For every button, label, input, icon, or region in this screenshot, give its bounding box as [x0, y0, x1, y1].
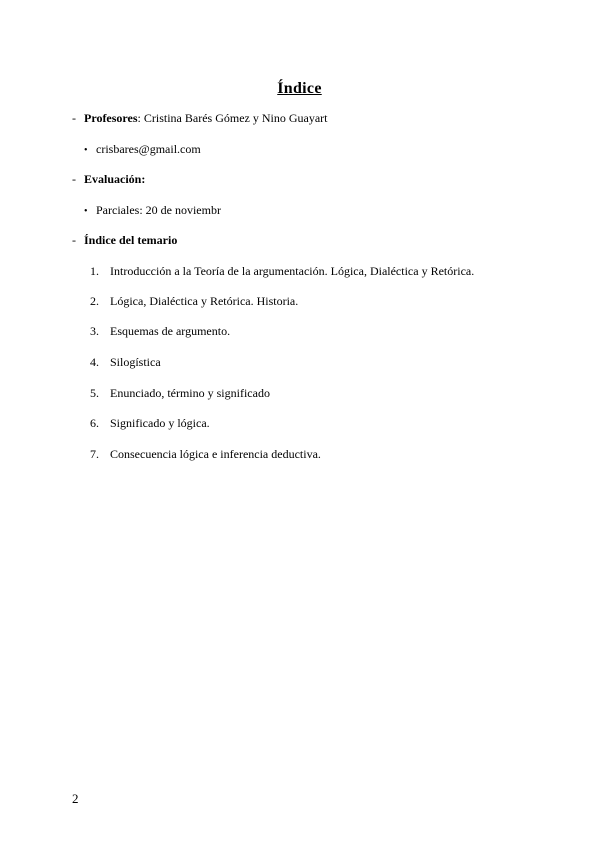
temario-item	[90, 447, 321, 461]
item-text: Significado y lógica.	[110, 416, 210, 430]
evaluacion-line	[72, 172, 145, 186]
temario-line	[72, 233, 177, 247]
temario-item	[90, 416, 210, 430]
temario-item	[90, 264, 474, 278]
item-number: 2.	[90, 294, 99, 308]
item-number: 7.	[90, 447, 99, 461]
dash-marker: -	[72, 111, 76, 125]
item-number: 3.	[90, 324, 99, 338]
email-text: crisbares@gmail.com	[96, 142, 201, 156]
item-text: Silogística	[110, 355, 161, 369]
evaluacion-parciales-item	[84, 203, 221, 219]
evaluacion-label: Evaluación:	[84, 172, 146, 186]
profesores-line	[72, 111, 328, 125]
item-number: 1.	[90, 264, 99, 278]
dash-marker: -	[72, 172, 76, 186]
dash-marker: -	[72, 233, 76, 247]
temario-item	[90, 355, 161, 369]
item-text: Esquemas de argumento.	[110, 324, 231, 338]
item-number: 5.	[90, 386, 99, 400]
item-text: Consecuencia lógica e inferencia deductiva.	[110, 447, 321, 461]
parciales-text: Parciales: 20 de noviembr	[96, 203, 221, 217]
profesores-label: Profesores	[84, 111, 138, 125]
bullet-marker: •	[84, 206, 88, 217]
temario-item	[90, 324, 230, 338]
page-title: Índice	[277, 80, 322, 97]
temario-label: Índice del temario	[84, 233, 178, 247]
item-text: Introducción a la Teoría de la argumentación. Lógica, Dialéctica y Retórica.	[110, 264, 475, 278]
bullet-marker: •	[84, 145, 88, 156]
temario-item	[90, 294, 298, 308]
profesores-email-item	[84, 142, 201, 158]
page-number: 2	[72, 791, 79, 806]
item-number: 4.	[90, 355, 99, 369]
item-text: Lógica, Dialéctica y Retórica. Historia.	[110, 294, 299, 308]
temario-item	[90, 386, 270, 400]
item-number: 6.	[90, 416, 99, 430]
item-text: Enunciado, término y significado	[110, 386, 270, 400]
profesores-text: : Cristina Barés Gómez y Nino Guayart	[137, 111, 328, 125]
